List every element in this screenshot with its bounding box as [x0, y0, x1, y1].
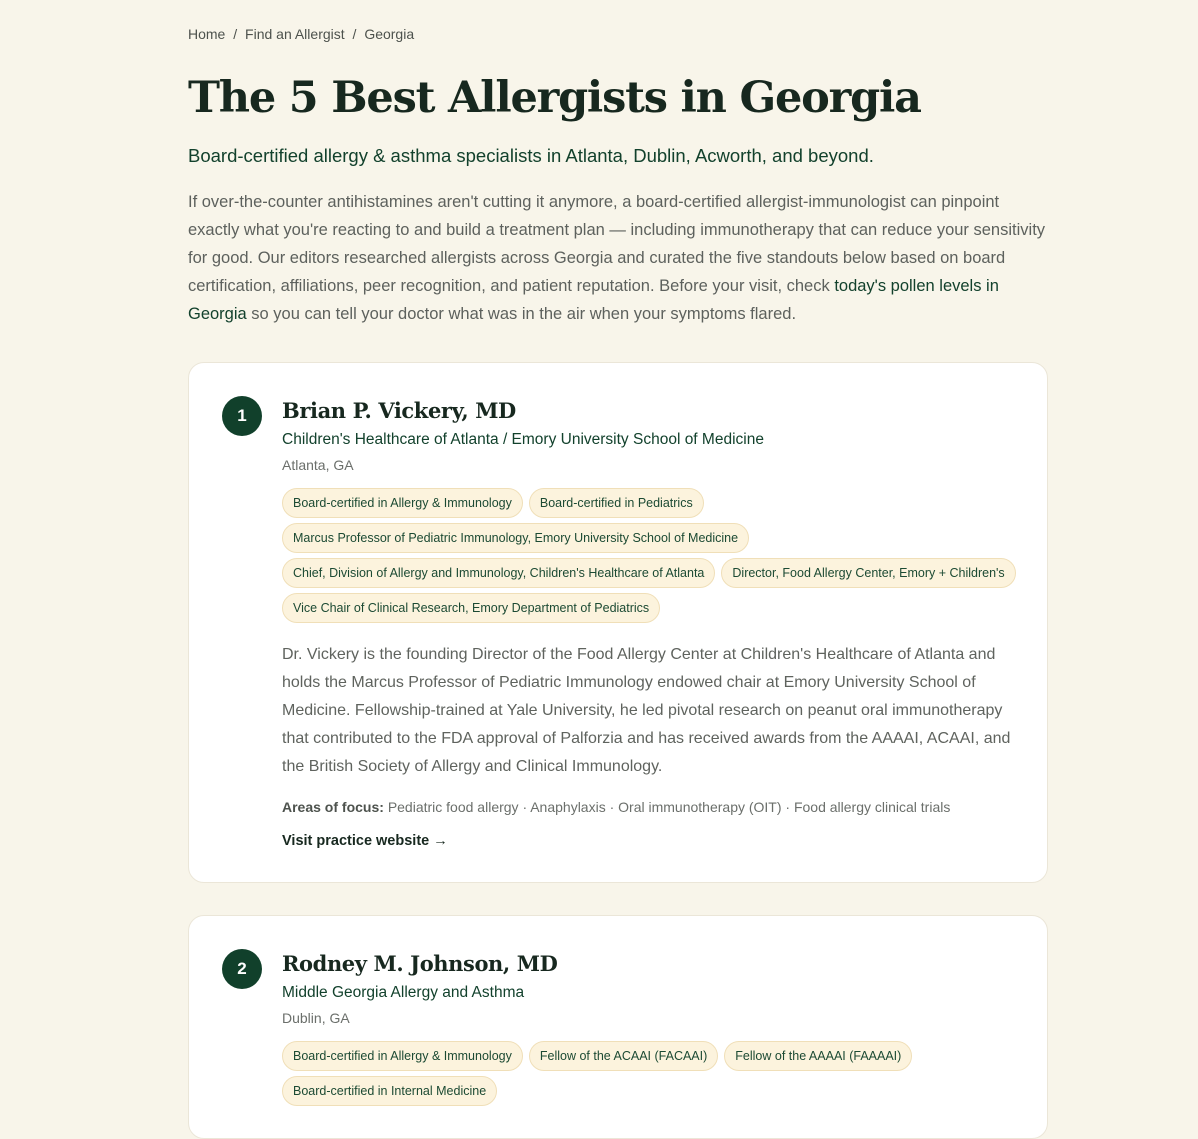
doctor-location: Dublin, GA: [282, 1010, 350, 1026]
doctor-name: Rodney M. Johnson, MD: [282, 951, 558, 976]
credential-tag: Fellow of the ACAAI (FACAAI): [529, 1041, 718, 1071]
intro-text-end: so you can tell your doctor what was in the air when your symptoms flared.: [246, 305, 797, 323]
doctor-name: Brian P. Vickery, MD: [282, 398, 516, 423]
breadcrumb-current: Georgia: [364, 26, 415, 42]
areas-of-focus-label: Areas of focus:: [282, 799, 384, 815]
credential-tags: [282, 1041, 1022, 1106]
intro-paragraph: [188, 188, 1046, 328]
breadcrumb-separator: /: [233, 26, 238, 42]
credential-tag: Chief, Division of Allergy and Immunology, Children's Healthcare of Atlanta: [282, 558, 715, 588]
credential-tags: [282, 488, 1022, 623]
credential-tag: Board-certified in Internal Medicine: [282, 1076, 497, 1106]
pollen-levels-link[interactable]: today's pollen levels in Georgia: [188, 277, 999, 323]
credential-tag: Board-certified in Allergy & Immunology: [282, 488, 523, 518]
rank-badge: 2: [222, 949, 262, 989]
allergist-card: [188, 362, 1048, 883]
doctor-location: Atlanta, GA: [282, 457, 354, 473]
credential-tag: Vice Chair of Clinical Research, Emory Department of Pediatrics: [282, 593, 660, 623]
doctor-affiliation: Children's Healthcare of Atlanta / Emory University School of Medicine: [282, 431, 764, 448]
doctor-bio: Dr. Vickery is the founding Director of the Food Allergy Center at Children's Healthcare of Atlanta and holds the Marcus Professor of Pediatric Immunology endowed chair at Emory University School of Medicine. Fellowship-trained at Yale University, he led pivotal research on peanut oral immunotherapy that contributed to the FDA approval of Palforzia and has received awards from the AAAAI, ACAAI, and the British Society of Allergy and Clinical Immunology.: [282, 646, 1011, 775]
breadcrumb-find-allergist-link[interactable]: Find an Allergist: [245, 26, 345, 42]
breadcrumb-home-link[interactable]: Home: [188, 26, 226, 42]
page-title: The 5 Best Allergists in Georgia: [188, 73, 921, 123]
credential-tag: Board-certified in Pediatrics: [529, 488, 704, 518]
areas-of-focus: [282, 797, 1007, 817]
allergist-card: [188, 915, 1048, 1139]
visit-practice-website-link[interactable]: Visit practice website →: [282, 833, 448, 849]
doctor-affiliation: Middle Georgia Allergy and Asthma: [282, 984, 525, 1001]
breadcrumb-separator: /: [352, 26, 357, 42]
page: [188, 0, 1048, 1139]
breadcrumb: [188, 26, 1048, 42]
credential-tag: Board-certified in Allergy & Immunology: [282, 1041, 523, 1071]
areas-of-focus-list: Pediatric food allergy · Anaphylaxis · Oral immunotherapy (OIT) · Food allergy clinical trials: [387, 799, 951, 815]
credential-tag: Fellow of the AAAAI (FAAAAI): [724, 1041, 912, 1071]
page-subtitle: Board-certified allergy & asthma specialists in Atlanta, Dublin, Acworth, and beyond.: [188, 145, 874, 166]
rank-badge: 1: [222, 396, 262, 436]
credential-tag: Marcus Professor of Pediatric Immunology, Emory University School of Medicine: [282, 523, 749, 553]
credential-tag: Director, Food Allergy Center, Emory + Children's: [721, 558, 1015, 588]
intro-text: If over-the-counter antihistamines aren't cutting it anymore, a board-certified allergist-immunologist can pinpoint exactly what you're reacting to and build a treatment plan — including immunotherapy that can reduce your sensitivity for good. Our editors researched allergists across Georgia and curated the five standouts below based on board certification, affiliations, peer recognition, and patient reputation. Before your visit, check: [188, 193, 1046, 295]
